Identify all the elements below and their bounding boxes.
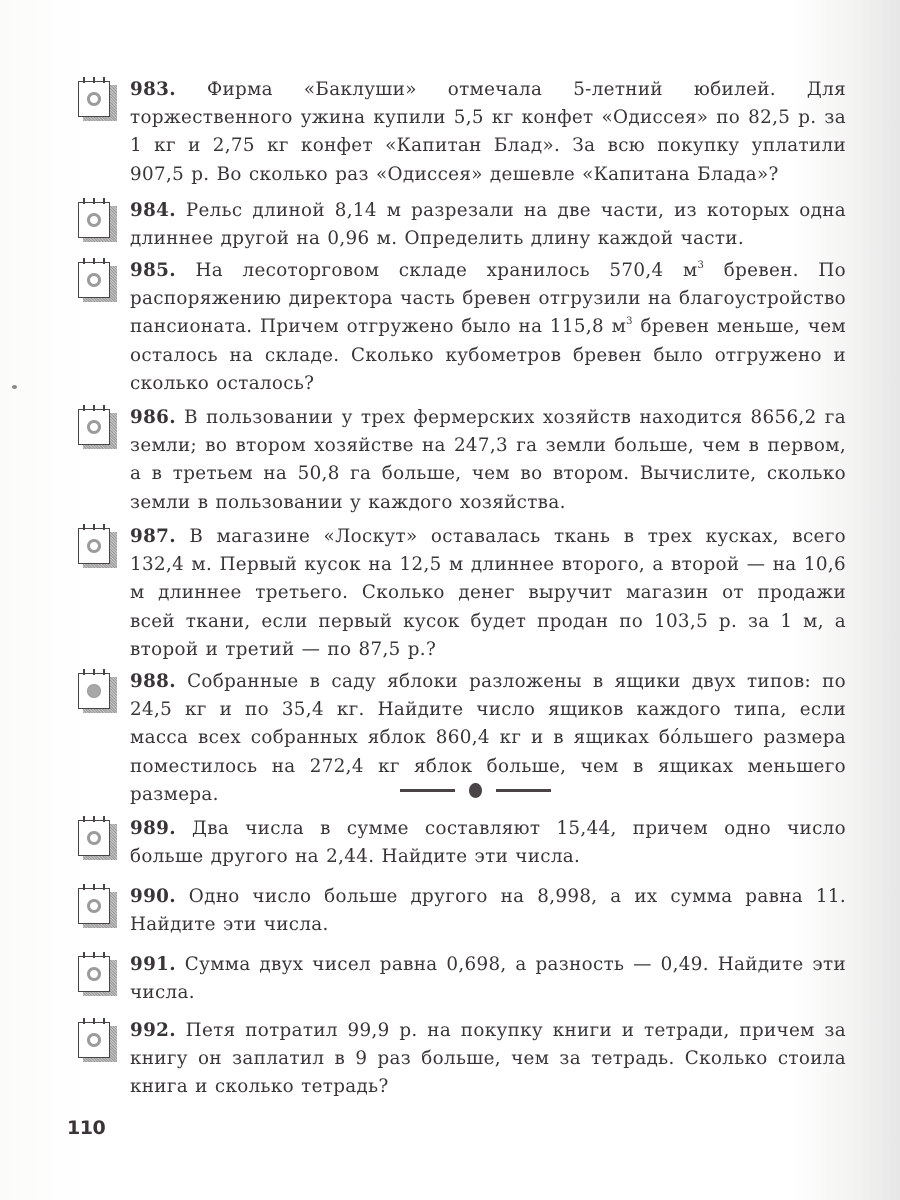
problem-number: 986. [130, 407, 176, 428]
problem-987 [78, 523, 900, 664]
section-divider [400, 780, 560, 800]
notepad-hollow-circle-icon [78, 886, 114, 926]
problem-text [130, 523, 846, 664]
notepad-hollow-circle-icon [78, 526, 114, 566]
problem-text [130, 404, 846, 517]
problem-number: 991. [130, 954, 176, 975]
cubic-superscript: 3 [697, 260, 705, 271]
notepad-hollow-circle-icon [78, 1020, 114, 1060]
problem-body: Собранные в саду яблоки разложены в ящики двух типов: по 24,5 кг и по 35,4 кг. Найдите число ящиков каждого типа, если масса всех собранных яблок 860,4 кг и в ящиках бóльшего размера поместилось на 272,4 кг яблок больше, чем в ящиках меньшего размера. [130, 671, 847, 805]
page-number: 110 [67, 1117, 106, 1139]
problem-body: Одно число больше другого на 8,998, а их сумма равна 11. Найдите эти числа. [130, 886, 846, 936]
problem-number: 988. [130, 671, 176, 692]
notepad-hollow-circle-icon [78, 79, 114, 119]
problem-body: В магазине «Лоскут» оставалась ткань в трех кусках, всего 132,4 м. Первый кусок на 12,5 м длиннее второго, а второй — на 10,6 м длиннее третьего. Сколько денег выручит магазин от продажи всей ткани, если первый кусок будет продан по 103,5 р. за 1 м, а второй и третий — по 87,5 р.? [130, 526, 846, 660]
problem-989 [78, 815, 900, 871]
notepad-hollow-circle-icon [78, 407, 114, 447]
problem-text [130, 257, 846, 398]
problem-983 [78, 76, 900, 189]
divider-line-right [496, 789, 551, 792]
problem-991 [78, 951, 900, 1007]
problem-text [130, 197, 846, 253]
problem-text [130, 76, 846, 189]
problem-984 [78, 197, 900, 253]
divider-dot-icon [469, 783, 482, 798]
problem-body: В пользовании у трех фермерских хозяйств находится 8656,2 га земли; во втором хозяйстве на 247,3 га земли больше, чем в первом, а в третьем на 50,8 га больше, чем во втором. Вычислите, сколько земли в пользовании у каждого хозяйства. [130, 407, 846, 513]
problem-number: 985. [130, 260, 176, 281]
divider-line-left [400, 789, 455, 792]
problem-body: Сумма двух чисел равна 0,698, а разность — 0,49. Найдите эти числа. [130, 954, 846, 1004]
problem-body-part: бревен. По распоряжению директора часть бревен отгрузили на благоустройство пансионата. Причем отгружено было на 115,8 м [130, 260, 846, 338]
problem-body: Два числа в сумме составляют 15,44, причем одно число больше другого на 2,44. Найдите эти числа. [130, 818, 846, 868]
problem-985 [78, 257, 900, 398]
problem-body-part: На лесоторговом складе хранилось 570,4 м [195, 260, 698, 281]
problem-body: Рельс длиной 8,14 м разрезали на две части, из которых одна длиннее другой на 0,96 м. Определить длину каждой части. [130, 200, 846, 250]
problem-body-part: бревен меньше, чем осталось на складе. Сколько кубометров бревен было отгружено и сколько осталось? [130, 316, 846, 394]
problem-text [130, 951, 846, 1007]
notepad-hollow-circle-icon [78, 818, 114, 858]
problem-text [130, 883, 846, 939]
scan-speck [12, 385, 17, 389]
problem-body: Петя потратил 99,9 р. на покупку книги и тетради, причем за книгу он заплатил в 9 раз больше, чем за тетрадь. Сколько стоила книга и сколько тетрадь? [130, 1020, 847, 1098]
problem-992 [78, 1017, 900, 1102]
notepad-filled-circle-icon [78, 671, 114, 711]
problem-986 [78, 404, 900, 517]
problem-number: 989. [130, 818, 176, 839]
notepad-hollow-circle-icon [78, 260, 114, 300]
problem-text [130, 1017, 846, 1102]
notepad-hollow-circle-icon [78, 200, 114, 240]
problem-number: 992. [130, 1020, 176, 1041]
problem-body: Фирма «Баклуши» отмечала 5-летний юбилей. Для торжественного ужина купили 5,5 кг конфет «Одиссея» по 82,5 р. за 1 кг и 2,75 кг конфет «Капитан Блад». За всю покупку уплатили 907,5 р. Во сколько раз «Одиссея» дешевле «Капитана Блада»? [130, 79, 846, 185]
problem-number: 990. [130, 886, 176, 907]
notepad-hollow-circle-icon [78, 954, 114, 994]
problem-number: 987. [130, 526, 176, 547]
problem-990 [78, 883, 900, 939]
problem-text [130, 815, 846, 871]
cubic-superscript: 3 [626, 316, 633, 328]
problem-number: 984. [130, 200, 176, 221]
problem-number: 983. [130, 79, 176, 100]
